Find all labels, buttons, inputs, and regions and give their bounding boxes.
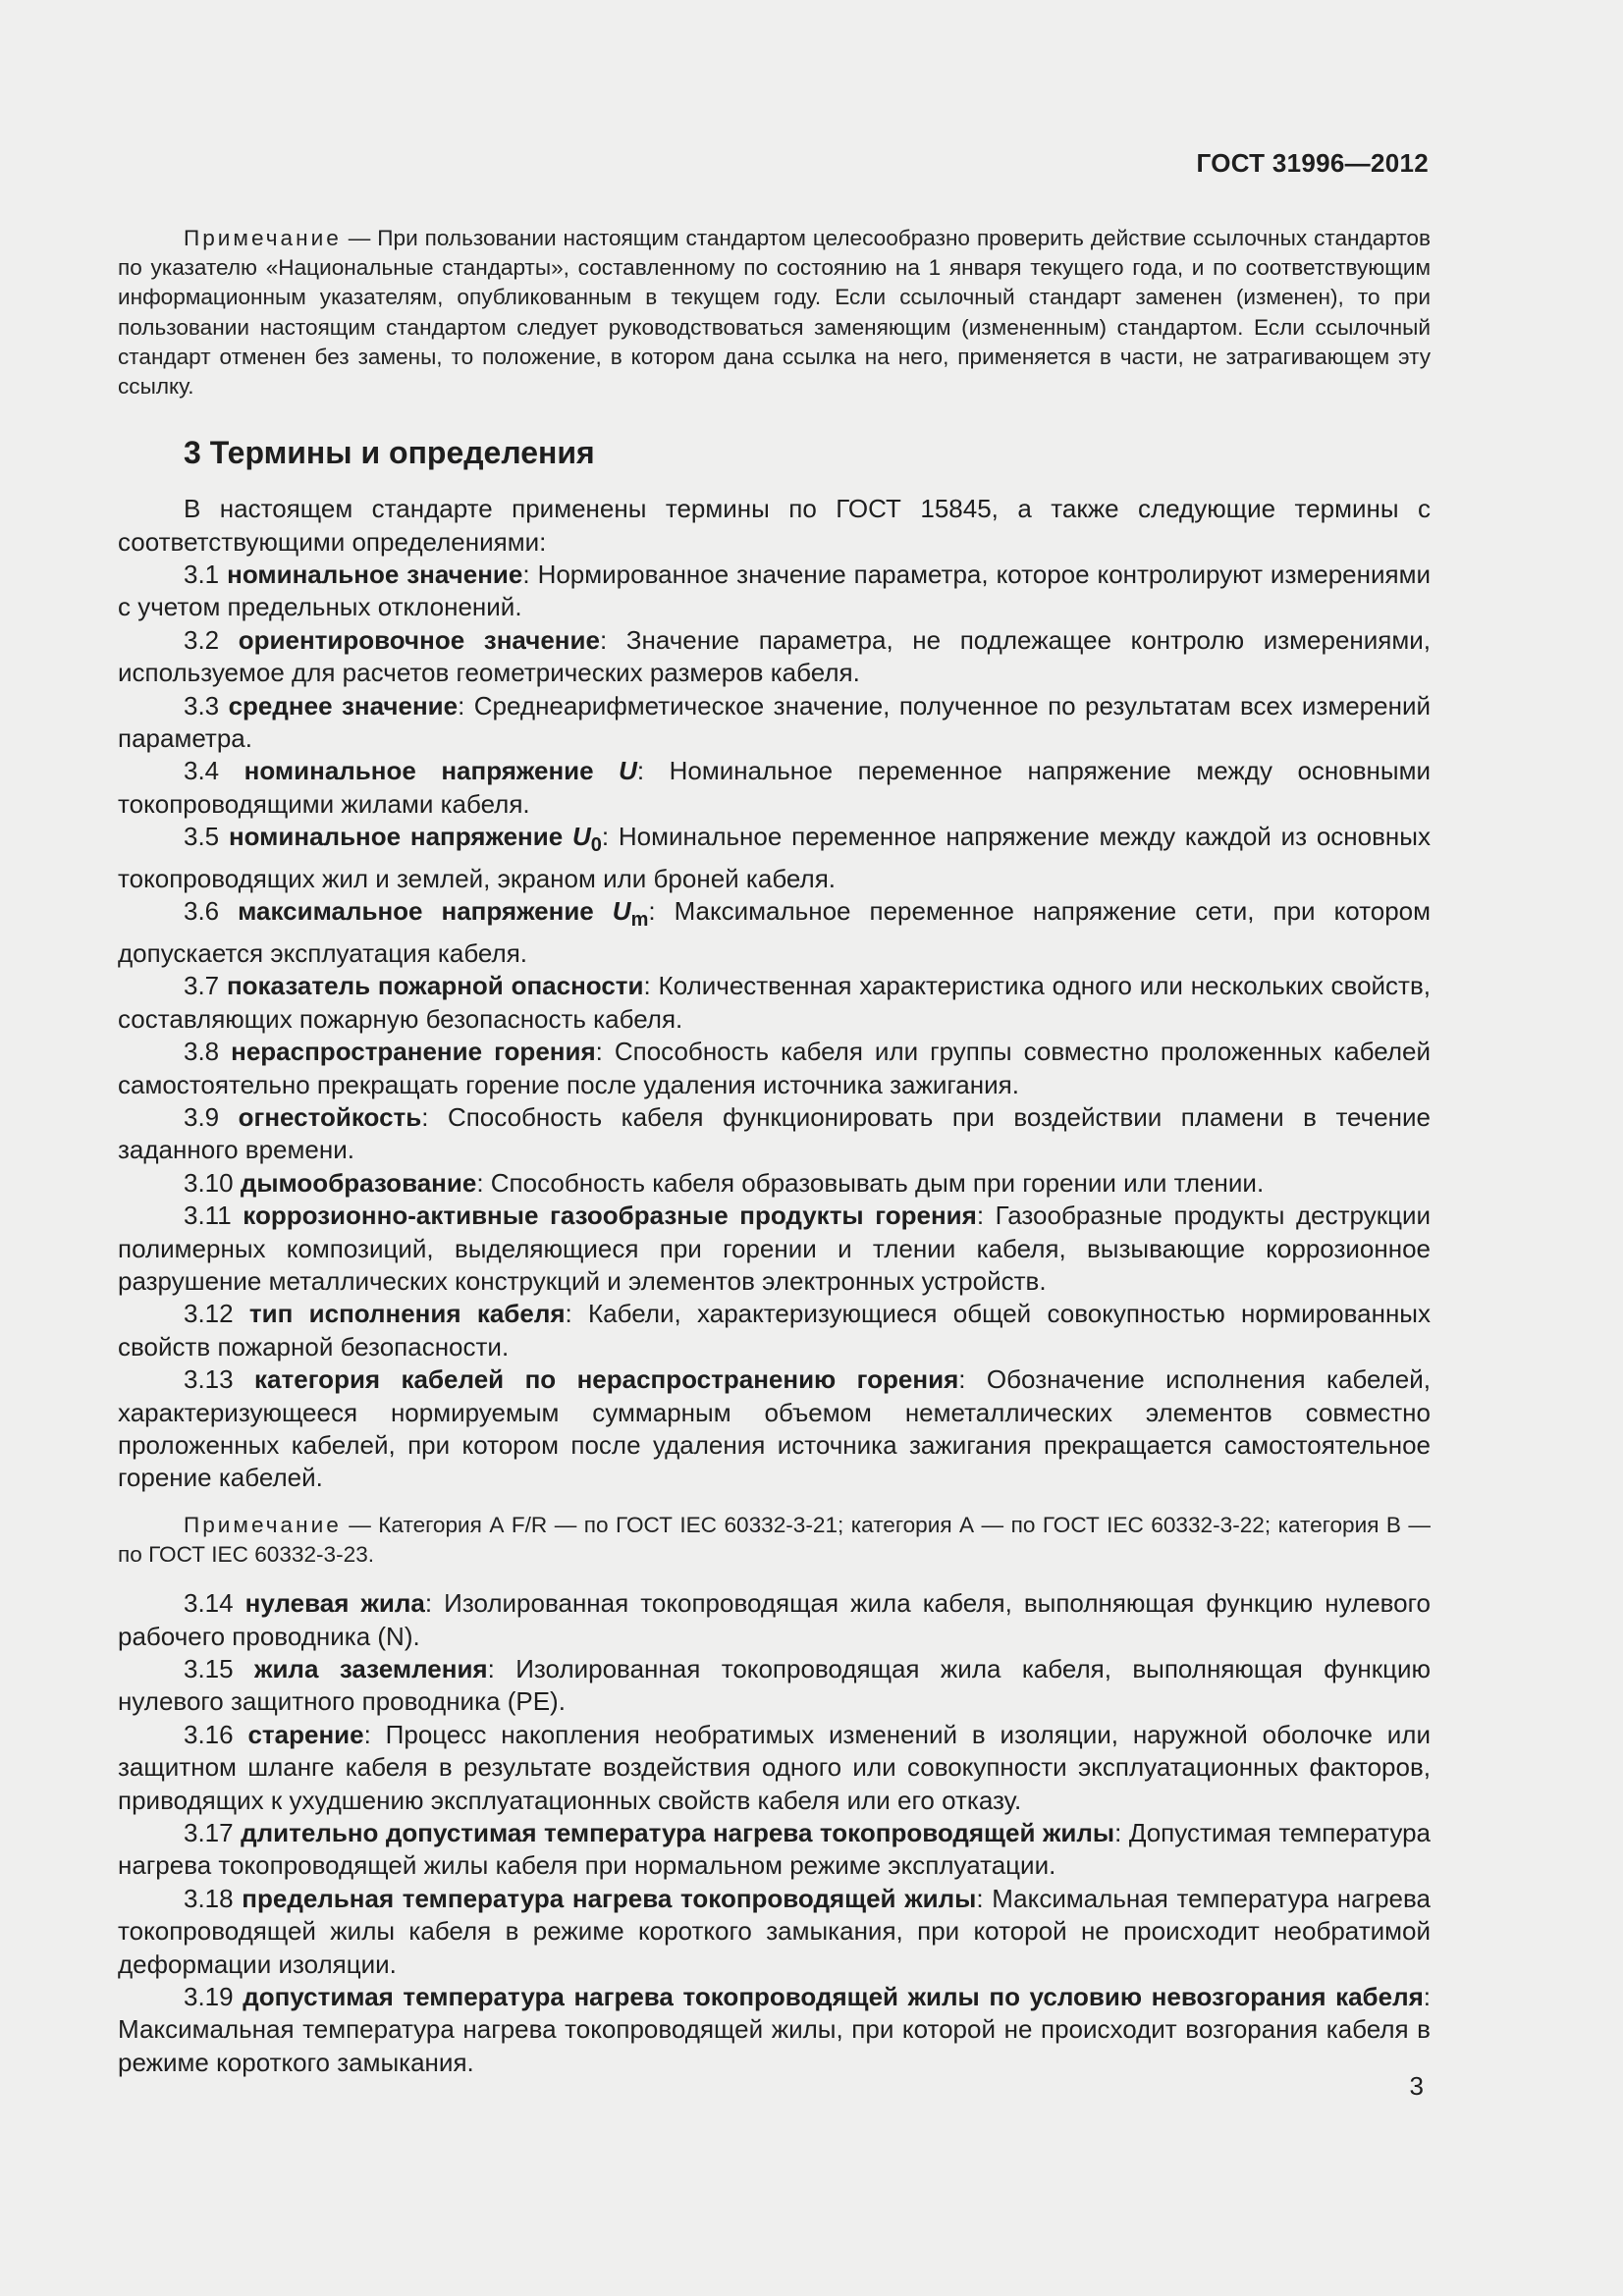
term-number: 3.16 bbox=[184, 1719, 248, 1749]
term-name: жила заземления bbox=[254, 1654, 488, 1683]
term-text: : Максимальная температура нагрева токопроводящей жилы, при которой не происходит возгорания кабеля в режиме короткого замыкания. bbox=[118, 1982, 1432, 2077]
page-number: 3 bbox=[1409, 2071, 1424, 2101]
term-symbol: U bbox=[619, 756, 637, 786]
term-definition bbox=[118, 1883, 1431, 1981]
term-name: длительно допустимая температура нагрева токопроводящей жилы bbox=[241, 1818, 1115, 1848]
term-text: : Изолированная токопроводящая жила кабеля, выполняющая функцию нулевого защитного проводника (PE). bbox=[118, 1654, 1432, 1717]
term-symbol-subscript: m bbox=[630, 909, 649, 932]
term-number: 3.4 bbox=[184, 756, 244, 786]
terms-list bbox=[118, 493, 1431, 1495]
term-definition bbox=[118, 624, 1431, 690]
term-number: 3.17 bbox=[184, 1818, 242, 1848]
terms-list-2 bbox=[118, 1587, 1431, 2079]
term-definition bbox=[118, 559, 1431, 624]
term-name: коррозионно-активные газообразные продукты горения bbox=[243, 1201, 977, 1231]
term-name: номинальное напряжение bbox=[243, 756, 620, 786]
term-name: нераспространение горения bbox=[231, 1037, 596, 1067]
term-number: 3.3 bbox=[184, 690, 229, 721]
document-header: ГОСТ 31996—2012 bbox=[1196, 148, 1429, 178]
term-name: допустимая температура нагрева токопроводящей жилы по условию невозгорания кабеля bbox=[243, 1982, 1424, 2012]
term-name: дымообразование bbox=[240, 1167, 477, 1198]
term-number: 3.18 bbox=[184, 1883, 243, 1913]
term-definition bbox=[118, 821, 1431, 895]
term-definition bbox=[118, 1981, 1431, 2079]
term-number: 3.7 bbox=[184, 971, 227, 1001]
term-name: показатель пожарной опасности bbox=[226, 971, 644, 1001]
term-number: 3.13 bbox=[184, 1364, 255, 1395]
term-text: : Максимальная температура нагрева токопроводящей жилы кабеля в режиме короткого замыкания, при которой не происходит необратимой деформации изоляции. bbox=[118, 1883, 1431, 1979]
term-definition bbox=[118, 1200, 1431, 1298]
term-name: предельная температура нагрева токопроводящей жилы bbox=[242, 1883, 977, 1913]
term-symbol: U bbox=[612, 896, 631, 927]
page-content bbox=[118, 224, 1431, 2079]
term-symbol-subscript: 0 bbox=[590, 834, 602, 857]
term-text: : Процесс накопления необратимых изменений в изоляции, наружной оболочке или защитном шланге кабеля в результате воздействия одного или совокупности эксплуатационных факторов, приводящих к ухудшению эксплуатационных свойств кабеля или его отказу. bbox=[118, 1719, 1432, 1815]
section-heading: 3 Термины и определения bbox=[184, 435, 595, 471]
term-text: : Способность кабеля или группы совместно проложенных кабелей самостоятельно прекращать горение после удаления источника зажигания. bbox=[118, 1037, 1431, 1099]
intro-paragraph: В настоящем стандарте применены термины по ГОСТ 15845, а также следующие термины с соответствующими определениями: bbox=[118, 494, 1431, 557]
term-definition bbox=[118, 1363, 1431, 1495]
term-name: номинальное значение bbox=[227, 560, 523, 590]
term-text: : Номинальное переменное напряжение между основными токопроводящими жилами кабеля. bbox=[118, 756, 1431, 819]
term-name: тип исполнения кабеля bbox=[248, 1299, 566, 1329]
term-name: ориентировочное значение bbox=[238, 624, 600, 655]
term-text: : Номинальное переменное напряжение между каждой из основных токопроводящих жил и землей, экраном или броней кабеля. bbox=[118, 822, 1431, 893]
term-text: : Способность кабеля образовывать дым при горении или тлении. bbox=[476, 1167, 1265, 1198]
term-name: категория кабелей по нераспространению горения bbox=[254, 1364, 959, 1395]
term-number: 3.6 bbox=[184, 896, 239, 927]
term-number: 3.14 bbox=[184, 1588, 245, 1619]
term-text: : Обозначение исполнения кабелей, характеризующееся нормируемым суммарным объемом неметаллических элементов совместно проложенных кабелей, при котором после удаления источника зажигания прекращается самостоятельное горение кабелей. bbox=[118, 1364, 1431, 1493]
term-number: 3.8 bbox=[184, 1037, 232, 1067]
term-definition bbox=[118, 755, 1431, 821]
term-number: 3.10 bbox=[184, 1167, 241, 1198]
term-name: среднее значение bbox=[228, 690, 459, 721]
term-number: 3.19 bbox=[184, 1982, 243, 2012]
term-definition bbox=[118, 1587, 1431, 1653]
term-number: 3.15 bbox=[184, 1654, 255, 1683]
term-text: : Газообразные продукты деструкции полимерных композиций, выделяющиеся при горении и тлении кабеля, вызывающие коррозионное разрушение металлических конструкций и элементов электронных устройств. bbox=[118, 1201, 1432, 1296]
note-references bbox=[118, 224, 1431, 401]
note-categories bbox=[118, 1511, 1431, 1570]
term-text: : Изолированная токопроводящая жила кабеля, выполняющая функцию нулевого рабочего проводника (N). bbox=[118, 1588, 1432, 1651]
term-text: : Способность кабеля функционировать при воздействии пламени в течение заданного времени. bbox=[118, 1101, 1432, 1165]
term-number: 3.5 bbox=[184, 822, 229, 852]
term-name: старение bbox=[247, 1719, 364, 1749]
term-name: максимальное напряжение bbox=[238, 896, 613, 927]
term-definition bbox=[118, 690, 1431, 756]
term-definition bbox=[118, 1036, 1431, 1101]
term-text: : Нормированное значение параметра, которое контролируют измерениями с учетом предельных отклонений. bbox=[118, 560, 1431, 622]
term-number: 3.1 bbox=[184, 560, 228, 590]
note-text: — При пользовании настоящим стандартом целесообразно проверить действие ссылочных стандартов по указателю «Национальные стандарты», составленному по состоянию на 1 января текущего года, и по соответствующим информационным указателям, опубликованным в текущем году. Если ссылочный стандарт заменен (изменен), то при пользовании настоящим стандартом следует руководствоваться заменяющим (измененным) стандартом. Если ссылочный стандарт отменен без замены, то положение, в котором дана ссылка на него, применяется в части, не затрагивающем эту ссылку. bbox=[118, 226, 1431, 400]
term-text: : Допустимая температура нагрева токопроводящей жилы кабеля при нормальном режиме эксплуатации. bbox=[118, 1818, 1431, 1881]
term-text: : Кабели, характеризующиеся общей совокупностью нормированных свойств пожарной безопасности. bbox=[118, 1299, 1431, 1362]
term-definition bbox=[118, 1817, 1431, 1883]
term-number: 3.11 bbox=[184, 1201, 243, 1231]
term-number: 3.2 bbox=[184, 624, 239, 655]
term-name: номинальное напряжение bbox=[228, 822, 572, 852]
term-number: 3.12 bbox=[184, 1299, 249, 1329]
term-text: : Значение параметра, не подлежащее контролю измерениями, используемое для расчетов геометрических размеров кабеля. bbox=[118, 624, 1431, 688]
note-label: Примечание bbox=[184, 1512, 342, 1537]
term-definition bbox=[118, 1101, 1431, 1167]
note-text: — Категория А F/R — по ГОСТ IEC 60332-3-21; категория А — по ГОСТ IEC 60332-3-22; категория В — по ГОСТ IEC 60332-3-23. bbox=[118, 1512, 1431, 1567]
term-text: : Максимальное переменное напряжение сети, при котором допускается эксплуатация кабеля. bbox=[118, 896, 1431, 968]
term-number: 3.9 bbox=[184, 1101, 239, 1132]
term-definition bbox=[118, 1653, 1431, 1719]
term-text: : Количественная характеристика одного или нескольких свойств, составляющих пожарную безопасность кабеля. bbox=[118, 971, 1431, 1034]
note-label: Примечание bbox=[184, 226, 342, 250]
term-definition bbox=[118, 1167, 1431, 1200]
term-definition bbox=[118, 895, 1431, 970]
term-definition bbox=[118, 1719, 1431, 1817]
term-symbol: U bbox=[571, 822, 591, 852]
term-text: : Среднеарифметическое значение, полученное по результатам всех измерений параметра. bbox=[118, 690, 1431, 754]
term-definition bbox=[118, 1298, 1431, 1363]
term-name: нулевая жила bbox=[244, 1588, 425, 1619]
term-name: огнестойкость bbox=[238, 1101, 422, 1132]
term-definition bbox=[118, 970, 1431, 1036]
